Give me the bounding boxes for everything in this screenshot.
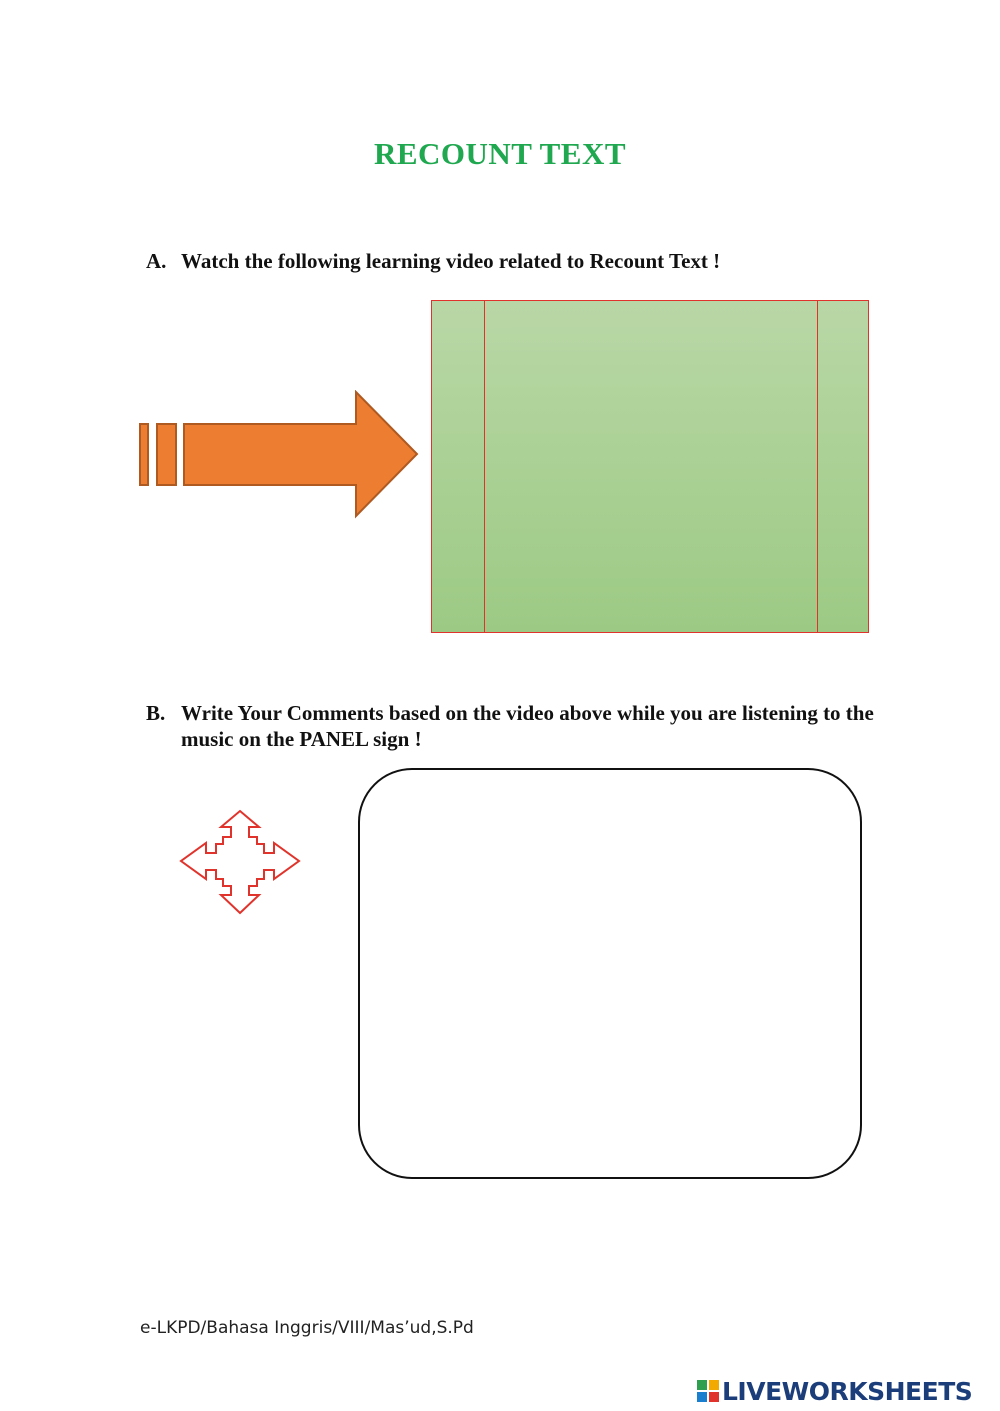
liveworksheets-logo-icon <box>697 1380 719 1402</box>
section-b-instruction: Write Your Comments based on the video above while you are listening to the music on the PANEL sign ! <box>181 701 874 751</box>
brand-name: LIVEWORKSHEETS <box>722 1376 973 1406</box>
comment-text-box[interactable] <box>358 768 862 1179</box>
arrow-body <box>184 392 417 516</box>
four-way-arrow-icon[interactable] <box>178 809 302 915</box>
footer-credit: e-LKPD/Bahasa Inggris/VIII/Mas’ud,S.Pd <box>140 1318 474 1338</box>
video-panel-left-divider <box>484 301 485 632</box>
section-a-heading <box>146 248 866 274</box>
arrow-stripe-2 <box>157 424 176 485</box>
section-a-letter: A. <box>146 249 167 273</box>
section-a-instruction: Watch the following learning video related to Recount Text ! <box>181 249 721 273</box>
video-panel[interactable] <box>431 300 869 633</box>
page-title: RECOUNT TEXT <box>373 136 627 171</box>
section-b-letter: B. <box>146 701 166 725</box>
video-panel-right-divider <box>817 301 818 632</box>
brand-logo[interactable] <box>697 1374 972 1408</box>
right-arrow-icon <box>138 390 422 520</box>
section-b-heading <box>146 700 886 756</box>
arrow-stripe-1 <box>140 424 148 485</box>
